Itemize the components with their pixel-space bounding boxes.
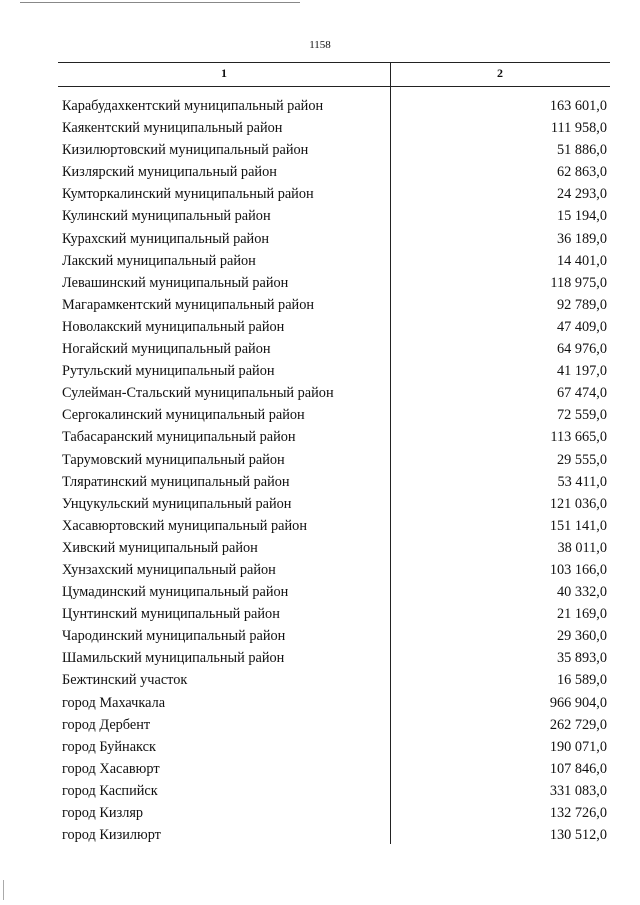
row-name: Цумадинский муниципальный район: [62, 584, 289, 601]
row-value: 151 141,0: [549, 517, 607, 534]
row-value: 130 512,0: [549, 827, 607, 844]
table-body: [0, 95, 640, 846]
row-name: город Каспийск: [62, 782, 158, 799]
row-value: 64 976,0: [556, 341, 607, 358]
row-name: город Хасавюрт: [62, 760, 160, 777]
row-name: Курахский муниципальный район: [62, 230, 270, 247]
row-value: 29 555,0: [556, 451, 607, 468]
row-name: Сулейман-Стальский муниципальный район: [62, 385, 334, 402]
row-value: 40 332,0: [556, 584, 607, 601]
table-row: [0, 449, 640, 471]
table-row: [0, 228, 640, 250]
row-value: 111 958,0: [550, 120, 607, 137]
table-row: [0, 205, 640, 227]
row-value: 35 893,0: [556, 650, 607, 667]
table-header-top-rule: [58, 62, 610, 63]
table-row: [0, 316, 640, 338]
row-name: город Кизляр: [62, 805, 144, 821]
row-name: Табасаранский муниципальный район: [62, 429, 296, 446]
row-name: Унцукульский муниципальный район: [62, 495, 292, 512]
page-number: 1158: [309, 39, 331, 51]
table-row: [0, 802, 640, 824]
table-row: [0, 647, 640, 669]
row-name: Сергокалинский муниципальный район: [62, 407, 305, 424]
row-name: Рутульский муниципальный район: [62, 363, 275, 380]
table-row: [0, 272, 640, 294]
table-row: [0, 360, 640, 382]
table-row: [0, 692, 640, 714]
table-row: [0, 250, 640, 272]
row-name: Шамильский муниципальный район: [62, 650, 285, 667]
row-value: 41 197,0: [556, 363, 607, 380]
row-name: Кумторкалинский муниципальный район: [62, 186, 314, 203]
table-row: [0, 758, 640, 780]
row-value: 132 726,0: [549, 805, 607, 821]
table-row: [0, 382, 640, 404]
table-row: [0, 625, 640, 647]
row-name: Новолакский муниципальный район: [62, 318, 285, 335]
top-edge-line: [20, 2, 300, 3]
row-name: Кизилюртовский муниципальный район: [62, 142, 309, 159]
table-row: [0, 736, 640, 758]
table-row: [0, 294, 640, 316]
row-value: 24 293,0: [556, 186, 607, 203]
table-row: [0, 161, 640, 183]
row-value: 107 846,0: [549, 760, 607, 777]
row-name: город Буйнакск: [62, 738, 156, 755]
row-value: 29 360,0: [556, 628, 607, 645]
table-row: [0, 471, 640, 493]
table-header-bottom-rule: [58, 86, 610, 87]
row-name: город Кизилюрт: [62, 827, 161, 844]
row-name: Тарумовский муниципальный район: [62, 451, 285, 468]
scan-edge-mark: [3, 880, 4, 900]
column-header-2: 2: [497, 66, 503, 80]
row-name: Кизлярский муниципальный район: [62, 164, 277, 181]
row-value: 62 863,0: [556, 164, 607, 181]
row-name: Бежтинский участок: [62, 672, 188, 689]
table-row: [0, 493, 640, 515]
table-row: [0, 537, 640, 559]
row-name: Ногайский муниципальный район: [62, 341, 271, 358]
table-row: [0, 139, 640, 161]
row-value: 331 083,0: [549, 782, 607, 799]
row-value: 113 665,0: [550, 429, 607, 446]
table-row: [0, 714, 640, 736]
table-row: [0, 404, 640, 426]
row-value: 121 036,0: [549, 495, 607, 512]
row-value: 67 474,0: [556, 385, 607, 402]
row-value: 72 559,0: [556, 407, 607, 424]
row-value: 163 601,0: [549, 98, 607, 114]
row-value: 190 071,0: [549, 738, 607, 755]
row-value: 16 589,0: [556, 672, 607, 689]
row-name: Каякентский муниципальный район: [62, 120, 283, 137]
row-value: 47 409,0: [556, 318, 607, 335]
row-name: Цунтинский муниципальный район: [62, 606, 280, 623]
table-row: [0, 780, 640, 802]
row-value: 53 411,0: [557, 473, 607, 490]
table-row: [0, 581, 640, 603]
table-row: [0, 515, 640, 537]
column-header-1: 1: [221, 66, 227, 80]
row-value: 262 729,0: [549, 716, 607, 733]
row-value: 103 166,0: [549, 561, 607, 578]
table-row: [0, 603, 640, 625]
row-value: 21 169,0: [556, 606, 607, 623]
row-name: Карабудахкентский муниципальный район: [62, 98, 324, 114]
table-row: [0, 824, 640, 846]
row-name: Левашинский муниципальный район: [62, 274, 289, 291]
row-value: 92 789,0: [556, 296, 607, 313]
table-row: [0, 338, 640, 360]
table-row: [0, 669, 640, 691]
row-name: город Дербент: [62, 716, 151, 733]
row-value: 15 194,0: [556, 208, 607, 225]
table-row: [0, 559, 640, 581]
row-value: 966 904,0: [549, 694, 607, 711]
row-value: 118 975,0: [550, 274, 607, 291]
row-name: Магарамкентский муниципальный район: [62, 296, 314, 313]
row-name: Чародинский муниципальный район: [62, 628, 286, 645]
table-row: [0, 426, 640, 448]
table-row: [0, 183, 640, 205]
row-name: Хунзахский муниципальный район: [62, 561, 276, 578]
table-row: [0, 117, 640, 139]
row-name: Кулинский муниципальный район: [62, 208, 271, 225]
row-name: Лакский муниципальный район: [62, 252, 256, 269]
row-name: Хивский муниципальный район: [62, 539, 258, 556]
row-value: 36 189,0: [556, 230, 607, 247]
row-value: 14 401,0: [556, 252, 607, 269]
row-value: 38 011,0: [557, 539, 607, 556]
row-name: Хасавюртовский муниципальный район: [62, 517, 307, 534]
table-row: [0, 95, 640, 117]
row-name: город Махачкала: [62, 694, 166, 711]
row-value: 51 886,0: [556, 142, 607, 159]
row-name: Тляратинский муниципальный район: [62, 473, 290, 490]
